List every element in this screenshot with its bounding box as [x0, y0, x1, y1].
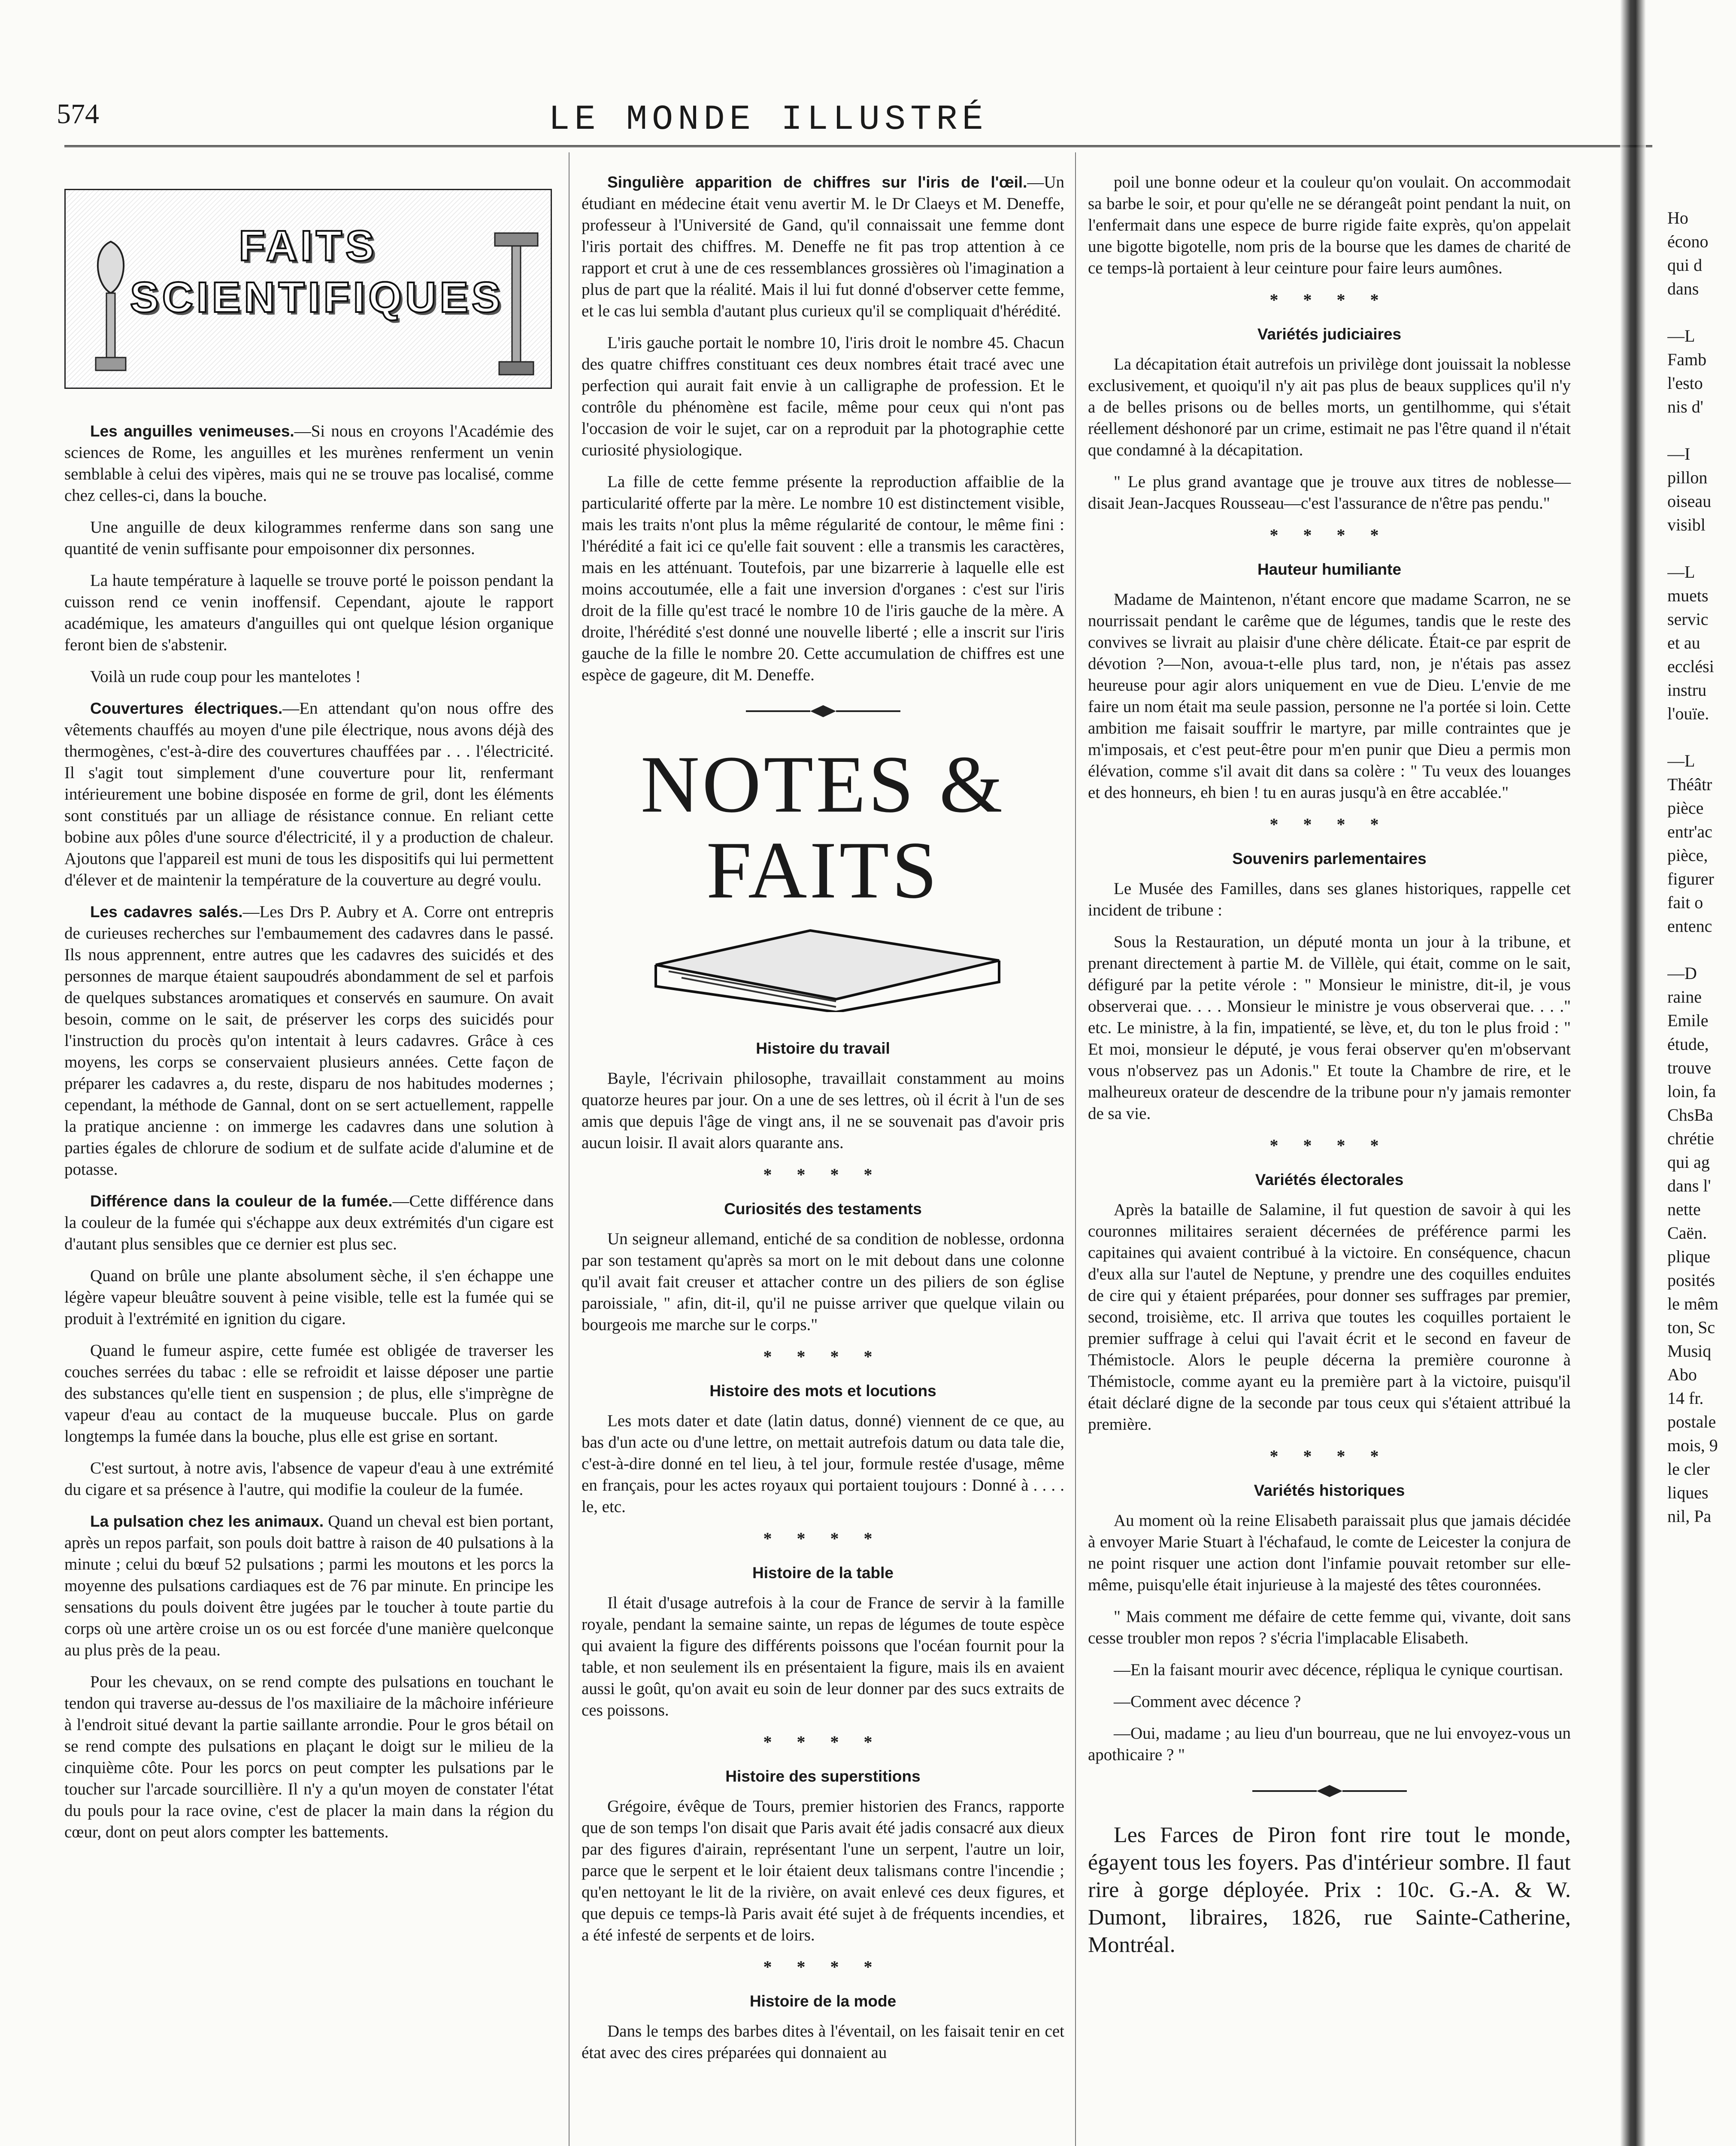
strip-line: raine — [1667, 987, 1702, 1006]
article-paragraph: poil une bonne odeur et la couleur qu'on voulait. On accommodait sa barbe le soir, et pour qu'elle ne se dérangeât point pendant la nuit, on l'enfermait dans une espece de burre rigide faite exprès, qu'on appelait une bigotte bigotelle, nom pris de la bourse que les dames de charité de ce temps-là portaient à leur ceinture pour faire leurs aumônes. — [1088, 173, 1571, 277]
ornament-divider — [582, 703, 1064, 724]
strip-line: Abo — [1667, 1365, 1697, 1384]
strip-line: —L — [1667, 326, 1695, 346]
section-separator: * * * * — [1269, 1446, 1389, 1466]
section-title: Curiosités des testaments — [724, 1200, 922, 1218]
strip-line: ton, Sc — [1667, 1318, 1715, 1337]
strip-line: servic — [1667, 609, 1709, 629]
banner-title-line1: FAITS — [239, 222, 378, 270]
section-paragraph: Grégoire, évêque de Tours, premier historien des Francs, rapporte que de son temps l'on disait que Paris avait été jadis consacré aux dieux par des figures d'airain, représentant l'une un serpent, l'autre un loir, parce que le serpent et le loir étaient deux talismans contre l'incendie ; qu'en nettoyant le lit de la rivière, on avait enlevé ces deux figures, et que depuis ce temps-là Paris avait été sujet à de fréquents incendies, et a été infesté de serpents et de loirs. — [582, 1797, 1064, 1944]
strip-line: qui d — [1667, 255, 1703, 275]
article-lead: Singulière apparition de chiffres sur l'iris de l'œil. — [607, 173, 1027, 191]
strip-line: pièce, — [1667, 846, 1708, 865]
section-separator: * * * * — [1269, 525, 1389, 545]
column-divider — [1075, 152, 1076, 2146]
strip-line: Musiq — [1667, 1341, 1712, 1361]
strip-line: écono — [1667, 232, 1709, 251]
section-separator: * * * * — [763, 1529, 883, 1548]
column-right — [1088, 172, 1571, 1969]
strip-line — [1667, 938, 1736, 961]
varietes-sections — [1088, 289, 1571, 1766]
strip-line: posités — [1667, 1270, 1715, 1290]
article-lead: Les cadavres salés. — [90, 903, 243, 921]
strip-line: trouve — [1667, 1058, 1712, 1077]
section-paragraph: Il était d'usage autrefois à la cour de France de servir à la famille royale, pendant la semaine sainte, un repas de légumes de toute espèce qui avaient la figure des différents poissons que l'océan fournit pour la table, et non seulement ils en présentaient la figure, mais ils en avaient aussi le goût, qu'on avait eu soin de leur donner par des sucs extraits de ces poissons. — [582, 1594, 1064, 1719]
article-paragraph: La haute température à laquelle se trouve porté le poisson pendant la cuisson rend ce venin inoffensif. Cependant, ajoute le rapport académique, les amateurs d'anguilles qui ont quelque lésion organique feront bien de s'abstenir. — [64, 571, 554, 654]
section-separator: * * * * — [1269, 1136, 1389, 1155]
strip-line — [1667, 725, 1736, 749]
article-lead: Différence dans la couleur de la fumée. — [90, 1192, 393, 1210]
section-separator: * * * * — [763, 1957, 883, 1976]
strip-line: Théâtr — [1667, 775, 1712, 794]
strip-line: figurer — [1667, 869, 1714, 888]
stacked-books-icon — [630, 913, 1016, 1012]
page-gutter-shadow — [1620, 0, 1646, 2146]
strip-line: —D — [1667, 964, 1697, 983]
ornament-divider — [1088, 1783, 1571, 1804]
strip-line: chrétie — [1667, 1129, 1714, 1148]
strip-line: oiseau — [1667, 491, 1712, 511]
strip-line: instru — [1667, 680, 1707, 700]
faits-scientifiques-banner — [64, 189, 552, 389]
section-paragraph: —Comment avec décence ? — [1114, 1692, 1301, 1711]
banner-title-line2: SCIENTIFIQUES — [130, 273, 504, 321]
section-separator: * * * * — [1269, 815, 1389, 834]
strip-line: entr'ac — [1667, 822, 1712, 841]
section-separator: * * * * — [1269, 290, 1389, 309]
article-paragraph: C'est surtout, à notre avis, l'absence de vapeur d'eau à une extrémité du cigare et sa présence à l'autre, qui modifie la couleur de la fumée. — [64, 1459, 554, 1499]
strip-line: le cler — [1667, 1459, 1710, 1479]
strip-line: dans — [1667, 279, 1699, 298]
section-title: Variétés judiciaires — [1257, 325, 1402, 343]
section-paragraph: Sous la Restauration, un député monta un jour à la tribune, et prenant directement à partie M. de Villèle, qui était, comme on le sait, défiguré par la petite vérole : " Monsieur le ministre, dit-il, je vous observerai que. . . . Monsieur le ministre je vous observerai que. . . ." etc. Le ministre, à la fin, impatienté, se lève, et, du ton le plus froid : " Et moi, monsieur le député, je vous ferai observer qu'en m'observant vous n'observez pas un Adonis." Et toute la Chambre de rire, et le malheureux orateur de descendre de la tribune pour n'y jamais remonter de sa vie. — [1088, 933, 1571, 1123]
strip-line: Ho — [1667, 208, 1688, 227]
section-paragraph: Un seigneur allemand, entiché de sa condition de noblesse, ordonna par son testament qu'après sa mort on le mit debout dans une colonne qu'il avait fait creuser et attacher contre un des piliers de son église paroissiale, " afin, dit-il, qu'il ne puisse arriver que quelque vilain ou bourgeois me marche sur le corps." — [582, 1230, 1064, 1334]
adjacent-page-strip — [1667, 206, 1736, 1528]
iris-article — [582, 172, 1064, 686]
section-paragraph: Le Musée des Familles, dans ses glanes historiques, rappelle cet incident de tribune : — [1088, 879, 1571, 919]
strip-line: muets — [1667, 586, 1709, 605]
strip-line: entenc — [1667, 916, 1712, 936]
section-separator: * * * * — [763, 1165, 883, 1184]
strip-line: —I — [1667, 444, 1691, 464]
section-title: Histoire de la mode — [749, 1992, 897, 2010]
article-paragraph: L'iris gauche portait le nombre 10, l'iris droit le nombre 45. Chacun des quatre chiffres constituant ces deux nombres était tracé avec une perfection qui aurait fait envie à un calligraphe de profession. Et le contrôle du phénomène est facile, même pour ceux qui n'ont pas l'occasion de voir le sujet, car on a reproduit par la photographie cette curiosité physiologique. — [582, 333, 1064, 459]
article-paragraph: La pulsation chez les animaux. Quand un cheval est bien portant, après un repos parfait, son pouls doit battre à raison de 40 pulsations à la minute ; celui du bœuf 52 pulsations ; parmi les moutons et les porcs la moyenne des pulsations cardiaques est de 76 par minute. En principe les sensations du pouls doivent être jugées par le toucher à toute partie du corps où une artère croise un os ou est forcée d'une manière quelconque au plus près de la peau. — [64, 1512, 554, 1659]
section-paragraph: Les mots dater et date (latin datus, donné) viennent de ce que, au bas d'un acte ou d'une lettre, on mettait autrefois datum ou data tale die, c'est-à-dire donné en tel lieu, à tel jour, formule restée d'usage, même en français, pour les actes royaux qui portaient toujours : Donné à . . . . le, etc. — [582, 1412, 1064, 1516]
strip-line: visibl — [1667, 515, 1706, 534]
strip-line — [1667, 418, 1736, 442]
section-title: Variétés historiques — [1254, 1482, 1405, 1499]
strip-line: l'esto — [1667, 373, 1703, 393]
strip-line: Caën. — [1667, 1223, 1707, 1243]
masthead: LE MONDE ILLUSTRÉ — [548, 100, 988, 139]
article-paragraph: Les anguilles venimeuses.—Si nous en croyons l'Académie des sciences de Rome, les anguilles et les murènes renferment un venin semblable à celui des vipères, mais qui ne se trouve pas localisé, comme chez celles-ci, dans la bouche. — [64, 422, 554, 505]
strip-line: nil, Pa — [1667, 1506, 1712, 1526]
strip-line: plique — [1667, 1247, 1710, 1266]
strip-line: l'ouïe. — [1667, 704, 1709, 723]
strip-line — [1667, 300, 1736, 324]
section-paragraph: —En la faisant mourir avec décence, répliqua le cynique courtisan. — [1114, 1661, 1563, 1679]
strip-line: postale — [1667, 1412, 1716, 1431]
strip-line: Emile — [1667, 1011, 1709, 1030]
strip-line: dans l' — [1667, 1176, 1711, 1195]
strip-line: pièce — [1667, 798, 1704, 818]
article-lead: Couvertures électriques. — [90, 700, 283, 717]
strip-line: pillon — [1667, 468, 1708, 487]
section-title: Histoire du travail — [756, 1040, 890, 1057]
section-title: Histoire des superstitions — [725, 1767, 921, 1785]
column-middle — [582, 172, 1064, 2074]
section-paragraph: Dans le temps des barbes dites à l'éventail, on les faisait tenir en cet état avec des cires préparées qui donnaient au — [582, 2022, 1064, 2062]
notes-sections — [582, 1038, 1064, 2064]
page-number: 574 — [57, 98, 99, 130]
strip-line: étude, — [1667, 1034, 1709, 1054]
banner-title — [130, 220, 504, 323]
section-title: Hauteur humiliante — [1257, 561, 1402, 578]
article-paragraph: Pour les chevaux, on se rend compte des pulsations en touchant le tendon qui traverse au-dessus de l'os maxiliaire de la mâchoire inférieure à l'endroit situé devant la partie saillante arrondie. Pour le gros bétail on se rend compte des pulsations en plaçant le doigt sur le milieu de la cinquième côte. Pour les porcs on peut compter les pulsations par le toucher sur l'arcade sourcillière. Il n'y a qu'un moyen de constater l'état du pouls pour la race ovine, c'est de placer la main dans la région du cœur, dont on peut alors compter les battements. — [64, 1673, 554, 1841]
header-rule — [64, 145, 1652, 147]
strip-line: nette — [1667, 1200, 1701, 1219]
column-left — [64, 421, 554, 1853]
article-paragraph: Quand on brûle une plante absolument sèche, il s'en échappe une légère vapeur bleuâtre souvent à peine visible, telle est la fumée qui se produit à l'extrémité en ignition du cigare. — [64, 1267, 554, 1328]
section-paragraph: —Oui, madame ; au lieu d'un bourreau, que ne lui envoyez-vous un apothicaire ? " — [1088, 1724, 1571, 1764]
article-lead: La pulsation chez les animaux. — [90, 1513, 324, 1530]
section-title: Histoire des mots et locutions — [709, 1382, 936, 1400]
notes-et-faits-title: NOTES & FAITS — [640, 740, 1006, 915]
section-paragraph: Madame de Maintenon, n'étant encore que madame Scarron, ne se nourrissait pendant le carême que de légumes, tandis que le reste des convives se livrait au plaisir d'une chère délicate. Était-ce par esprit de dévotion ?—Non, avoua-t-elle plus tard, non, je n'étais pas assez heureuse pour agir alors uniquement en vue de Dieu. L'envie de me faire un nom était ma seule passion, personne ne l'a portée si loin. Cette ambition me faisait souffrir le martyre, par mille contraintes que je m'imposais, et c'est peut-être pour m'en punir que Dieu a permis mon élévation, comme s'il avait dit dans sa colère : " Tu veux des louanges et des honneurs, eh bien ! tu en auras jusqu'à en être accablée." — [1088, 590, 1571, 802]
strip-line: 14 fr. — [1667, 1388, 1704, 1408]
strip-line: fait o — [1667, 893, 1703, 912]
strip-line: et au — [1667, 633, 1700, 652]
article-paragraph: La fille de cette femme présente la reproduction affaiblie de la particularité offerte par la mère. Le nombre 10 est distinctement visible, mais les traits n'ont plus la même régularité de contour, le même fini : l'hérédité a fait ici ce qu'elle fait souvent : elle a transmis les caractères, mais en les atténuant. Toutefois, par une bizarrerie à laquelle elle est moins accoutumée, elle a fait une inversion d'organes : c'est sur l'iris droit de la fille qu'est tracé le nombre 10 de l'iris gauche de la mère. A droite, l'hérédité s'est donné une nouvelle liberté ; elle a inscrit sur l'iris gauche de la fille le nombre 20. Cette accumulation de chiffres est une espèce de gageure, dit M. Deneffe. — [582, 473, 1064, 684]
strip-line: le mêm — [1667, 1294, 1718, 1313]
article-paragraph: Voilà un rude coup pour les mantelotes ! — [90, 667, 361, 686]
section-title: Souvenirs parlementaires — [1232, 850, 1427, 867]
strip-line: nis d' — [1667, 397, 1703, 416]
strip-line: ecclési — [1667, 657, 1714, 676]
section-paragraph: " Le plus grand avantage que je trouve aux titres de noblesse—disait Jean-Jacques Rousseau—c'est l'assurance de n'être pas pendu." — [1088, 473, 1571, 512]
article-lead: Les anguilles venimeuses. — [90, 422, 294, 440]
section-paragraph: Au moment où la reine Elisabeth paraissait plus que jamais décidée à envoyer Marie Stuart à l'échafaud, le comte de Leicester la conjura de ne point risquer une action dont l'infamie pouvait retomber sur elle-même, puisqu'elle était injurieuse à la majesté des têtes couronnées. — [1088, 1511, 1571, 1594]
strip-line: loin, fa — [1667, 1082, 1716, 1101]
section-paragraph: Bayle, l'écrivain philosophe, travaillait constamment au moins quatorze heures par jour. On a une de ses lettres, où il écrit à l'un de ses amis que depuis l'âge de vingt ans, il ne se souvenait pas d'avoir pris aucun loisir. Il avait alors quarante ans. — [582, 1069, 1064, 1152]
article-paragraph: Singulière apparition de chiffres sur l'iris de l'œil.—Un étudiant en médecine était venu avertir M. le Dr Claeys et M. Deneffe, professeur à l'Université de Gand, qu'il connaissait une femme dont l'iris portait des chiffres. M. Deneffe ne fit pas trop attention à ce rapport et crut à une de ces ressemblances grossières où l'imagination a plus de part que la réalité. Mais il lui fut donné d'observer cette femme, et le cas lui sembla d'autant plus curieux qu'il se compliquait d'hérédité. — [582, 173, 1064, 320]
section-title: Histoire de la table — [752, 1564, 894, 1582]
strip-line: qui ag — [1667, 1152, 1710, 1172]
article-paragraph: Une anguille de deux kilogrammes renferme dans son sang une quantité de venin suffisante pour empoisonner dix personnes. — [64, 518, 554, 558]
section-paragraph: Après la bataille de Salamine, il fut question de savoir à qui les couronnes militaires seraient décernées de préférence parmi les capitaines qui avaient contribué à la victoire. En conséquence, chacun d'eux alla sur l'autel de Neptune, y prendre une des coquilles enduites de cire qui y étaient préparées, pour donner ses suffrages par premier, second, troisième, etc. Il arriva que toutes les coquilles portaient le premier suffrage à celui qui l'avait écrit et le second en faveur de Thémistocle. Alors le peuple décerna la première couronne à Thémistocle, comme ayant eu la première part à la victoire, puisqu'il était déclaré digne de la seconde par tous ceux qui s'étaient attribué la première. — [1088, 1200, 1571, 1434]
strip-line: —L — [1667, 562, 1695, 582]
section-paragraph: " Mais comment me défaire de cette femme qui, vivante, doit sans cesse troubler mon repos ? s'écria l'implacable Elisabeth. — [1088, 1607, 1571, 1647]
article-paragraph: Les cadavres salés.—Les Drs P. Aubry et A. Corre ont entrepris de curieuses recherches sur l'embaumement des cadavres dans le passé. Ils nous apprennent, entre autres que les cadavres des suicidés et des personnes de marque étaient saupoudrés abondamment de sel et parfois de quelques substances aromatiques et conservés en saumure. On avait besoin, comme on le sait, de préserver les corps des suicidés pour l'instruction du procès qu'on intentait à leurs cadavres. Grâce à ces moyens, les corps se conservaient plusieurs années. Cette façon de préparer les cadavres a, du reste, disparu de nos habitudes modernes ; cependant, la méthode de Gannal, dont on se sert actuellement, rappelle la pratique ancienne : on immerge les cadavres dans une solution à parties égales de chlorure de sodium et de sulfate acide d'alumine et de potasse. — [64, 903, 554, 1179]
mode-continuation — [1088, 172, 1571, 279]
article-paragraph: Différence dans la couleur de la fumée.—Cette différence dans la couleur de la fumée qui s'échappe aux deux extrémités d'un cigare est d'autant plus sensibles que ce dernier est plus sec. — [64, 1192, 554, 1253]
article-paragraph: Quand le fumeur aspire, cette fumée est obligée de traverser les couches serrées du tabac : elle se refroidit et laisse déposer une partie des substances qu'elle tient en suspension ; de plus, elle s'imprègne de vapeur d'eau au contact de la muqueuse buccale. Plus on garde longtemps la fumée dans la bouche, plus elle est grise en sortant. — [64, 1341, 554, 1446]
section-separator: * * * * — [763, 1347, 883, 1366]
section-title: Variétés électorales — [1255, 1171, 1404, 1188]
strip-line: Famb — [1667, 350, 1707, 369]
strip-line: mois, 9 — [1667, 1436, 1718, 1455]
article-paragraph: Couvertures électriques.—En attendant qu'on nous offre des vêtements chauffés au moyen d'une pile électrique, nous avons déjà des thermogènes, c'est-à-dire des couvertures chauffées par . . . l'électricité. Il s'agit tout simplement d'une couverture pour lit, renfermant intérieurement une bobine disposée en forme de gril, dont les éléments sont constitués par un alliage de résistance connue. En reliant cette bobine aux pôles d'une source d'électricité, il y a production de chaleur. Ajoutons que l'appareil est muni de tous les dispositifs qui lui permettent d'élever et de maintenir la température de la couverture au degré voulu. — [64, 699, 554, 889]
strip-line: —L — [1667, 751, 1695, 770]
section-separator: * * * * — [763, 1732, 883, 1752]
column-divider — [569, 152, 570, 2146]
strip-line: liques — [1667, 1483, 1709, 1502]
section-paragraph: La décapitation était autrefois un privilège dont jouissait la noblesse exclusivement, et quoiqu'il n'y ait pas plus de beaux supplices qu'il n'y a de belles prisons ou de belles morts, un gentilhomme, qui s'était réellement déshonoré par un crime, estimait ne pas l'être quand il n'était que condamné à la décapitation. — [1088, 355, 1571, 459]
strip-line: ChsBa — [1667, 1105, 1713, 1125]
advertisement: Les Farces de Piron font rire tout le monde, égayent tous les foyers. Pas d'intérieur sombre. Il faut rire à gorge déployée. Prix : 10c. G.-A. & W. Dumont, libraires, 1826, rue Sainte-Catherine, Montréal. — [1088, 1823, 1571, 1957]
strip-line — [1667, 536, 1736, 560]
